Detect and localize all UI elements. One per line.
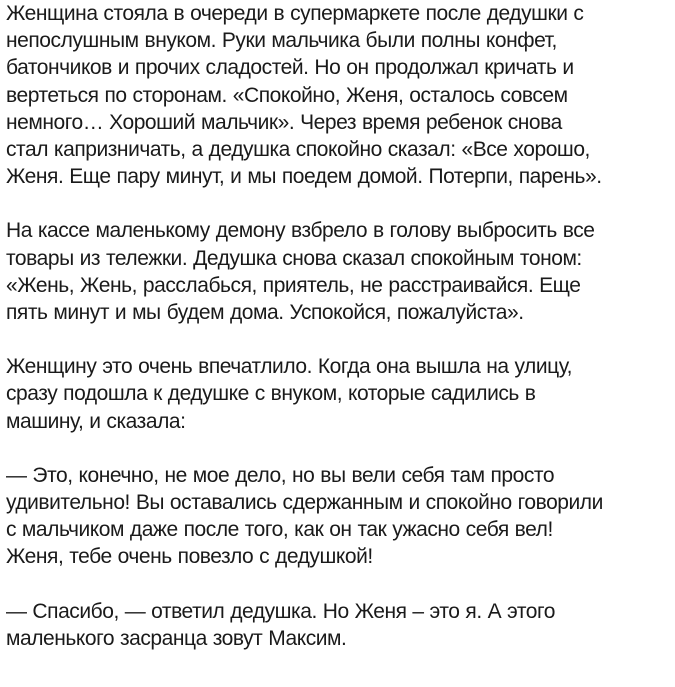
paragraph-4: — Это, конечно, не мое дело, но вы вели себя там просто удивительно! Вы оставались сдержанным и спокойно говорили с мальчиком даже после того, как он так ужасно себя вел! Женя, тебе очень повезло с дедушкой! — [6, 463, 603, 569]
paragraph-2: На кассе маленькому демону взбрело в голову выбросить все товары из тележки. Дедушка снова сказал спокойным тоном: «Жень, Жень, расслабься, приятель, не расстраивайся. Еще пять минут и мы будем дома. Успокойся, пожалуйста». — [6, 219, 595, 325]
story-text — [6, 0, 670, 652]
paragraph-5: — Спасибо, — ответил дедушка. Но Женя – это я. А этого маленького засранца зовут Максим. — [6, 599, 555, 650]
paragraph-3: Женщину это очень впечатлило. Когда она вышла на улицу, сразу подошла к дедушке с внуком, которые садились в машину, и сказала: — [6, 355, 573, 433]
paragraph-1: Женщина стояла в очереди в супермаркете после дедушки с непослушным внуком. Руки мальчика были полны конфет, батончиков и прочих сладостей. Но он продолжал кричать и вертеться по сторонам. «Спокойно, Женя, осталось совсем немного… Хороший мальчик». Через время ребенок снова стал капризничать, а дедушка спокойно сказал: «Все хорошо, Женя. Еще пару минут, и мы поедем домой. Потерпи, парень». — [6, 2, 602, 189]
